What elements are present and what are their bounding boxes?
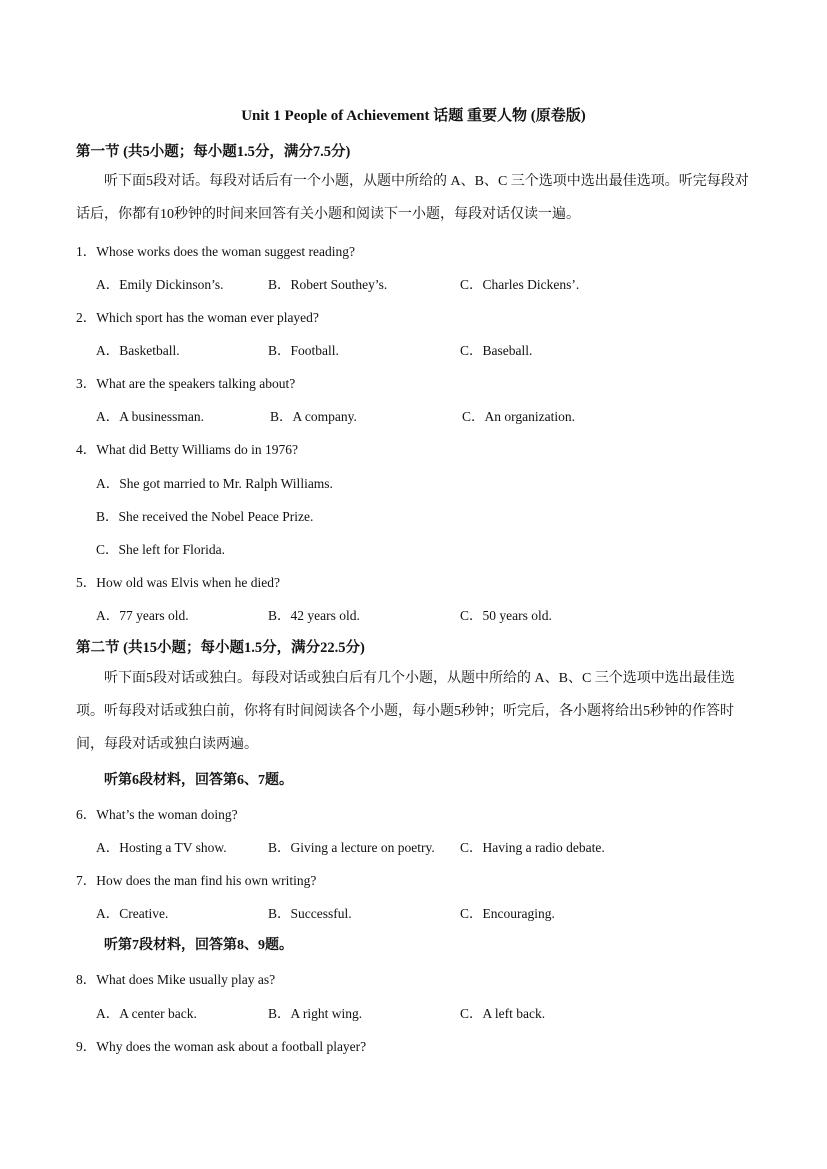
question-1-option-c: C．Charles Dickens’. (460, 277, 580, 292)
question-4-option-a: A．She got married to Mr. Ralph Williams. (96, 476, 333, 491)
question-5-stem: 5．How old was Elvis when he died? (76, 575, 280, 590)
question-4-option-b: B．She received the Nobel Peace Prize. (96, 509, 314, 524)
document-title: Unit 1 People of Achievement 话题 重要人物 (原卷版) (241, 108, 586, 124)
question-2-option-b: B．Football. (268, 343, 339, 358)
question-6-option-c: C．Having a radio debate. (460, 840, 605, 855)
question-4-option-c: C．She left for Florida. (96, 542, 225, 557)
material-6-heading: 听第6段材料，回答第6、7题。 (104, 773, 293, 788)
question-2-stem: 2．Which sport has the woman ever played? (76, 310, 319, 325)
question-3-option-a: A．A businessman. (96, 409, 204, 424)
section2-instructions: 听下面5段对话或独白。每段对话或独白后有几个小题，从题中所给的 A、B、C 三个选项中选出最佳选项。听每段对话或独白前，你将有时间阅读各个小题，每小题5秒钟；听完后，各小题将给出5秒钟的作答时间，每段对话或独白读两遍。 (76, 671, 735, 752)
material-7-heading: 听第7段材料，回答第8、9题。 (104, 938, 293, 953)
question-6-option-b: B．Giving a lecture on poetry. (268, 840, 435, 855)
question-8-option-c: C．A left back. (460, 1006, 546, 1021)
section2-heading: 第二节 (共15小题；每小题1.5分，满分22.5分) (76, 640, 365, 656)
question-5-option-b: B．42 years old. (268, 608, 360, 623)
question-7-option-c: C．Encouraging. (460, 906, 555, 921)
question-2-option-c: C．Baseball. (460, 343, 533, 358)
question-9-stem: 9．Why does the woman ask about a football player? (76, 1039, 367, 1054)
question-4-stem: 4．What did Betty Williams do in 1976? (76, 442, 298, 457)
question-3-option-b: B．A company. (270, 409, 357, 424)
question-8-option-a: A．A center back. (96, 1006, 197, 1021)
question-7-option-b: B．Successful. (268, 906, 352, 921)
question-3-option-c: C．An organization. (462, 409, 575, 424)
question-6-stem: 6．What’s the woman doing? (76, 807, 238, 822)
question-1-option-a: A．Emily Dickinson’s. (96, 277, 224, 292)
question-1-stem: 1．Whose works does the woman suggest reading? (76, 244, 355, 259)
section1-instructions: 听下面5段对话。每段对话后有一个小题，从题中所给的 A、B、C 三个选项中选出最佳选项。听完每段对话后，你都有10秒钟的时间来回答有关小题和阅读下一小题，每段对话仅读一遍。 (76, 174, 749, 222)
question-2-option-a: A．Basketball. (96, 343, 180, 358)
question-3-stem: 3．What are the speakers talking about? (76, 376, 296, 391)
question-7-option-a: A．Creative. (96, 906, 169, 921)
question-5-option-a: A．77 years old. (96, 608, 189, 623)
question-7-stem: 7．How does the man find his own writing? (76, 873, 317, 888)
section1-heading: 第一节 (共5小题；每小题1.5分，满分7.5分) (76, 144, 351, 160)
question-6-option-a: A．Hosting a TV show. (96, 840, 227, 855)
question-5-option-c: C．50 years old. (460, 608, 552, 623)
question-8-option-b: B．A right wing. (268, 1006, 363, 1021)
question-8-stem: 8．What does Mike usually play as? (76, 972, 276, 987)
question-1-option-b: B．Robert Southey’s. (268, 277, 388, 292)
